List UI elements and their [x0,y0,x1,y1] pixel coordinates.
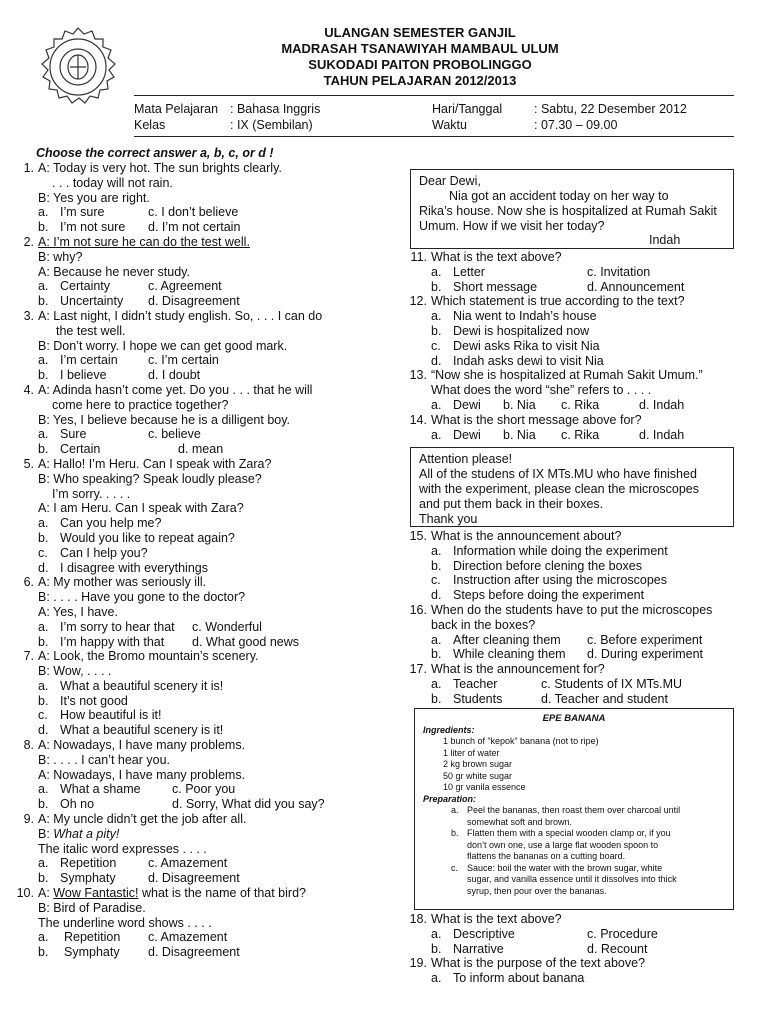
option-a[interactable]: Teacher [453,676,498,691]
option-c[interactable]: c. Poor you [172,782,236,797]
option-c[interactable]: c. Procedure [587,926,658,941]
meta-divider [134,136,734,137]
question-3: 3. A: Last night, I didn’t study english. So, . . . I can do the test well. B: Don’t worry. I hope we can get good mark. a. I’m certain c. I’m certain b. I believe d. I doubt [23,308,323,383]
option-d[interactable]: d. Disagreement [148,294,240,309]
option-d[interactable]: d. I’m not certain [148,220,241,235]
subject-value: : Bahasa Inggris [230,102,321,116]
option-c[interactable]: c. Amazement [148,856,228,871]
date-value: : Sabtu, 22 Desember 2012 [534,102,687,116]
time-label: Waktu [432,118,467,132]
option-b[interactable]: Narrative [453,941,504,956]
option-b[interactable]: Certain [60,442,101,457]
question-19: 19. What is the purpose of the text above? a. To inform about banana [409,956,646,986]
option-d[interactable]: d. Teacher and student [541,691,668,706]
option-c[interactable]: c. believe [148,427,201,442]
option-a[interactable]: I’m certain [60,353,118,368]
option-b[interactable]: Direction before clening the boxes [453,558,643,573]
question-11: 11. What is the text above? a. Letter c. Invitation b. Short message d. Announcement [410,250,685,294]
question-17: 17. What is the announcement for? a. Teacher c. Students of IX MTs.MU b. Students d. Teacher and student [409,662,683,706]
option-d[interactable]: d. Indah [639,397,685,412]
option-a[interactable]: What a beautiful scenery it is! [60,678,224,693]
option-b[interactable]: I’m not sure [60,220,126,235]
question-14: 14. What is the short message above for? a. Dewi b. Nia c. Rika d. Indah [409,412,685,442]
school-name: MADRASAH TSANAWIYAH MAMBAUL ULUM [281,41,559,56]
option-a[interactable]: Dewi [453,397,481,412]
option-b[interactable]: Symphaty [60,871,116,886]
question-1: 1. A: Today is very hot. The sun brights clearly. . . . today will not rain. B: Yes you are right. a. I’m sure c. I don’t believe b. I’m not sure d. I’m not certain [23,161,282,235]
option-c[interactable]: c. Before experiment [587,632,703,647]
option-b[interactable]: Uncertainty [60,294,124,309]
option-d[interactable]: What a beautiful scenery is it! [60,723,224,738]
option-c[interactable]: c. Rika [561,427,600,442]
subject-label: Mata Pelajaran [134,102,219,116]
option-a[interactable]: Nia went to Indah’s house [453,309,597,324]
option-c[interactable]: Can I help you? [60,545,148,560]
ingredient: 10 gr vanila essence [443,782,526,792]
option-b[interactable]: Symphaty [64,945,120,960]
ingredient: 50 gr white sugar [443,770,513,781]
option-b[interactable]: It’s not good [60,693,128,708]
question-7: 7. A: Look, the Bromo mountain’s scenery. B: Wow, . . . . a. What a beautiful scenery it is! b. It’s not good c. How beautiful is it! d. What a beautiful scenery is it! [23,649,259,738]
preparation-step: a. Peel the bananas, then roast them over charcoal until somewhat soft and brown. [451,805,681,827]
option-b[interactable]: Dewi is hospitalized now [453,323,590,338]
letter-box: Dear Dewi, Nia got an accident today on her way to Rika’s house. Now she is hospitalized at Rumah Sakit Umum. How if we visit her today? Indah [410,169,734,249]
option-d[interactable]: d. Disagreement [148,871,240,886]
question-12: 12. Which statement is true according to the text? a. Nia went to Indah’s house b. Dewi is hospitalized now c. Dewi asks Rika to visit Nia d. Indah asks dewi to visit Nia [409,294,685,368]
option-c[interactable]: c. Amazement [148,930,228,945]
question-13: 13. “Now she is hospitalized at Rumah Sakit Umum.” What does the word “she” refers to . . . . a. Dewi b. Nia c. Rika d. Indah [409,368,703,412]
question-9: 9. A: My uncle didn’t get the job after all. B: What a pity! The italic word expresses . . . . a. Repetition c. Amazement b. Symphaty d. Disagreement [23,812,247,886]
option-b[interactable]: I’m happy with that [60,634,165,649]
option-c[interactable]: How beautiful is it! [60,708,162,723]
school-logo-icon [36,26,120,110]
option-c[interactable]: Instruction after using the microscopes [453,573,667,588]
header-divider [134,95,734,96]
option-c[interactable]: c. Students of IX MTs.MU [541,676,683,691]
recipe-box: EPE BANANA Ingredients: 1 bunch of “kepok” banana (not to ripe) 1 liter of water 2 kg brown sugar 50 gr white sugar 10 gr vanila essence Preparation: a. Peel the bananas, then roast them over charcoal until somewhat soft and brown. b. Flatten them with a special wooden clamp or, if you don’t own one, use a large flat wooden spoon to flattens the bananas on a cutting board. c. Sauce: boil the water with the brown sugar, white sugar, and vanilla essence until it dissolves into thick syrup, then pour over the bananas. [414,708,734,910]
class-value: : IX (Sembilan) [230,118,313,132]
option-a[interactable]: Can you help me? [60,516,162,531]
time-value: : 07.30 – 09.00 [534,118,618,132]
ingredient: 1 liter of water [443,747,500,758]
option-c[interactable]: c. I’m certain [148,353,219,368]
question-2: 2. A: I’m not sure he can do the test well. B: why? A: Because he never study. a. Certainty c. Agreement b. Uncertainty d. Disagreement [23,234,250,309]
recipe-title: EPE BANANA [542,713,606,724]
option-a[interactable]: I’m sure [60,205,105,220]
option-c[interactable]: c. I don’t believe [148,205,239,220]
option-d[interactable]: d. What good news [192,634,300,649]
ingredient: 1 bunch of “kepok” banana (not to ripe) [443,736,599,746]
academic-year: TAHUN PELAJARAN 2012/2013 [323,73,517,88]
option-c[interactable]: c. Invitation [587,264,651,279]
ingredient: 2 kg brown sugar [443,759,513,769]
option-b[interactable]: While cleaning them [453,647,566,662]
option-d[interactable]: Indah asks dewi to visit Nia [453,353,604,368]
option-d[interactable]: d. Recount [587,941,648,956]
exam-title: ULANGAN SEMESTER GANJIL [324,25,516,40]
question-5: 5. A: Hallo! I’m Heru. Can I speak with Zara? B: Who speaking? Speak loudly please? I’m sorry. . . . . A: I am Heru. Can I speak with Zara? a. Can you help me? b. Would you like to repeat again? c. Can I help you? d. I disagree with everythings [23,456,272,575]
school-address: SUKODADI PAITON PROBOLINGGO [308,57,532,72]
option-a[interactable]: To inform about banana [453,971,585,986]
date-label: Hari/Tanggal [432,102,503,116]
question-6: 6. A: My mother was seriously ill. B: . . . . Have you gone to the doctor? A: Yes, I have. a. I’m sorry to hear that c. Wonderful b. I’m happy with that d. What good news [23,575,300,649]
option-a[interactable]: Dewi [453,427,481,442]
option-d[interactable]: d. Disagreement [148,945,240,960]
right-column-top [403,250,743,442]
option-d[interactable]: d. Indah [639,427,685,442]
option-b[interactable]: Students [453,691,503,706]
option-a[interactable]: What a shame [60,782,141,797]
exam-header [0,0,768,150]
question-16: 16. When do the students have to put the microscopes back in the boxes? a. After cleaning them c. Before experiment b. While cleaning them d. During experiment [409,602,713,662]
option-d[interactable]: Steps before doing the experiment [453,588,645,603]
option-c[interactable]: c. Agreement [148,279,222,294]
option-c[interactable]: c. Wonderful [192,619,262,634]
question-18: 18. What is the text above? a. Descriptive c. Procedure b. Narrative d. Recount [409,912,658,956]
option-d[interactable]: d. During experiment [587,647,704,662]
option-d[interactable]: I disagree with everythings [60,560,208,575]
right-column-bottom [403,912,743,986]
left-column [10,161,370,960]
question-4: 4. A: Adinda hasn’t come yet. Do you . . . that he will come here to practice together? B: Yes, I believe because he is a dilligent boy. a. Sure c. believe b. Certain d. mean [23,382,313,457]
right-column-middle [403,529,743,707]
option-b[interactable]: Would you like to repeat again? [60,530,235,545]
option-c[interactable]: Dewi asks Rika to visit Nia [453,338,600,353]
option-a[interactable]: Sure [60,427,87,442]
class-label: Kelas [134,118,166,132]
option-c[interactable]: c. Rika [561,397,600,412]
option-d[interactable]: d. Announcement [587,279,685,294]
option-a[interactable]: Descriptive [453,926,515,941]
option-a[interactable]: Certainty [60,279,111,294]
option-a[interactable]: After cleaning them [453,632,561,647]
option-a[interactable]: Letter [453,264,485,279]
option-d[interactable]: d. mean [178,442,224,457]
preparation-step: b. Flatten them with a special wooden clamp or, if you don’t own one, use a large flat wooden spoon to flattens the bananas on a cutting board. [451,828,671,861]
instruction: Choose the correct answer a, b, c, or d ! [36,146,274,160]
option-b[interactable]: Short message [453,279,538,294]
option-a[interactable]: I’m sorry to hear that [60,619,175,634]
option-b[interactable]: b. Nia [503,427,536,442]
option-a[interactable]: Information while doing the experiment [453,543,668,558]
option-a[interactable]: Repetition [60,856,117,871]
question-10: 10. A: Wow Fantastic! what is the name of that bird? B: Bird of Paradise. The underline word shows . . . . a. Repetition c. Amazement b. Symphaty d. Disagreement [16,886,306,960]
option-b[interactable]: b. Nia [503,397,536,412]
option-a[interactable]: Repetition [64,930,121,945]
question-15: 15. What is the announcement about? a. Information while doing the experiment b. Direction before clening the boxes c. Instruction after using the microscopes d. Steps before doing the experiment [409,529,668,603]
preparation-step: c. Sauce: boil the water with the brown sugar, white sugar, and vanilla essence until it dissolves into thick syrup, then pour over the bananas. [451,862,677,896]
option-b[interactable]: I believe [60,368,107,383]
announcement-box: Attention please! All of the studens of IX MTs.MU who have finished with the experiment, please clean the microscopes and put them back in their boxes. Thank you [410,447,734,527]
option-b[interactable]: Oh no [60,797,95,812]
question-8: 8. A: Nowadays, I have many problems. B: . . . . I can’t hear you. A: Nowadays, I have many problems. a. What a shame c. Poor you b. Oh no d. Sorry, What did you say? [23,738,325,812]
option-d[interactable]: d. I doubt [148,368,201,383]
option-d[interactable]: d. Sorry, What did you say? [172,797,325,812]
